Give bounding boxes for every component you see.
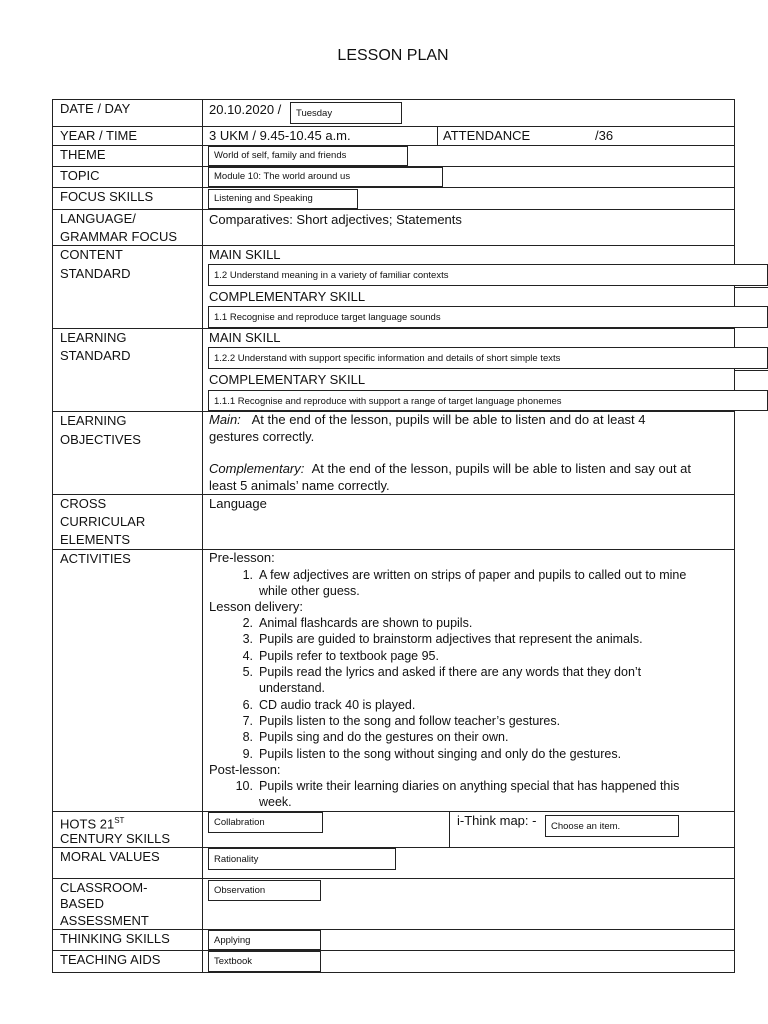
activity-text: CD audio track 40 is played. — [259, 698, 416, 712]
hots-label-2: CENTURY SKILLS — [60, 831, 171, 846]
objectives-main-label: Main: — [209, 412, 241, 427]
content-standard-label-1: CONTENT — [60, 247, 123, 262]
language-label-1: LANGUAGE/ — [60, 211, 136, 226]
content-comp-field[interactable]: 1.1 Recognise and reproduce target language sounds — [208, 306, 768, 328]
content-main-heading: MAIN SKILL — [209, 247, 281, 262]
assessment-label-2: BASED — [60, 896, 105, 911]
objectives-label-1: LEARNING — [60, 413, 127, 428]
focus-field[interactable]: Listening and Speaking — [208, 189, 358, 209]
objectives-comp-text-2: least 5 animals’ name correctly. — [209, 478, 390, 493]
aids-label: TEACHING AIDS — [60, 952, 161, 967]
activity-text: Pupils refer to textbook page 95. — [259, 649, 439, 663]
activity-number: 4. — [242, 649, 253, 663]
delivery-heading: Lesson delivery: — [209, 599, 303, 614]
moral-field[interactable]: Rationality — [208, 848, 396, 870]
topic-label: TOPIC — [60, 168, 100, 183]
learning-main-heading: MAIN SKILL — [209, 330, 281, 345]
activity-number: 8. — [242, 730, 253, 744]
activity-text: Animal flashcards are shown to pupils. — [259, 616, 473, 630]
day-dropdown[interactable]: Tuesday — [290, 102, 402, 124]
objectives-main-text-1: At the end of the lesson, pupils will be able to listen and do at least 4 — [251, 412, 646, 427]
date-label: DATE / DAY — [60, 101, 131, 116]
pre-lesson-heading: Pre-lesson: — [209, 550, 275, 565]
activities-label: ACTIVITIES — [60, 551, 131, 566]
content-main-field[interactable]: 1.2 Understand meaning in a variety of familiar contexts — [208, 264, 768, 286]
activity-text-cont: while other guess. — [259, 584, 360, 598]
assessment-label-1: CLASSROOM- — [60, 880, 148, 895]
objectives-comp-label: Complementary: — [209, 461, 305, 476]
activity-number: 3. — [242, 632, 253, 646]
cross-value: Language — [209, 496, 267, 511]
activity-text: Pupils listen to the song without singing and only do the gestures. — [259, 747, 622, 761]
ithink-label: i-Think map: - — [457, 813, 537, 828]
cross-label-2: CURRICULAR — [60, 514, 146, 529]
activity-text: Pupils are guided to brainstorm adjectives that represent the animals. — [259, 632, 643, 646]
topic-field[interactable]: Module 10: The world around us — [208, 167, 443, 187]
activity-text: Pupils sing and do the gestures on their own. — [259, 730, 509, 744]
moral-label: MORAL VALUES — [60, 849, 160, 864]
learning-main-field[interactable]: 1.2.2 Understand with support specific information and details of short simple texts — [208, 347, 768, 369]
focus-label: FOCUS SKILLS — [60, 189, 154, 204]
activity-number: 10. — [235, 779, 253, 793]
post-lesson-heading: Post-lesson: — [209, 762, 281, 777]
date-value: 20.10.2020 / — [209, 102, 282, 117]
aids-field[interactable]: Textbook — [208, 951, 321, 972]
activity-number: 7. — [242, 714, 253, 728]
year-label: YEAR / TIME — [60, 128, 138, 143]
activity-number: 6. — [242, 698, 253, 712]
assessment-label-3: ASSESSMENT — [60, 913, 149, 928]
language-label-2: GRAMMAR FOCUS — [60, 229, 177, 244]
hots-label-sup: ST — [114, 816, 125, 825]
language-value: Comparatives: Short adjectives; Statements — [209, 212, 462, 227]
activity-text: A few adjectives are written on strips of paper and pupils to called out to mine — [259, 568, 687, 582]
thinking-label: THINKING SKILLS — [60, 931, 170, 946]
theme-label: THEME — [60, 147, 106, 162]
assessment-field[interactable]: Observation — [208, 880, 321, 901]
learning-standard-label-1: LEARNING — [60, 330, 127, 345]
cell-edge — [734, 287, 768, 288]
objectives-label-2: OBJECTIVES — [60, 432, 141, 447]
activity-text: Pupils write their learning diaries on anything special that has happened this — [259, 779, 680, 793]
content-comp-heading: COMPLEMENTARY SKILL — [209, 289, 366, 304]
learning-standard-label-2: STANDARD — [60, 348, 131, 363]
objectives-main-text-2: gestures correctly. — [209, 429, 315, 444]
ithink-dropdown[interactable]: Choose an item. — [545, 815, 679, 837]
page-title: LESSON PLAN — [337, 47, 449, 64]
activity-text: Pupils read the lyrics and asked if there are any words that they don’t — [259, 665, 642, 679]
hots-label-1: HOTS 21 — [60, 816, 115, 832]
hots-field[interactable]: Collabration — [208, 812, 323, 833]
cross-label-1: CROSS — [60, 496, 107, 511]
attendance-label: ATTENDANCE — [443, 128, 531, 143]
objectives-comp-text-1: At the end of the lesson, pupils will be able to listen and say out at — [311, 461, 692, 476]
thinking-field[interactable]: Applying — [208, 930, 321, 950]
learning-comp-field[interactable]: 1.1.1 Recognise and reproduce with support a range of target language phonemes — [208, 390, 768, 411]
theme-field[interactable]: World of self, family and friends — [208, 146, 408, 166]
activity-text-cont: understand. — [259, 681, 326, 695]
cross-label-3: ELEMENTS — [60, 532, 131, 547]
activity-number: 9. — [242, 747, 253, 761]
content-standard-label-2: STANDARD — [60, 266, 131, 281]
activity-text-cont: week. — [259, 795, 292, 809]
attendance-value: /36 — [595, 128, 614, 143]
year-value: 3 UKM / 9.45-10.45 a.m. — [209, 128, 351, 143]
activity-number: 2. — [242, 616, 253, 630]
activity-text: Pupils listen to the song and follow teacher’s gestures. — [259, 714, 561, 728]
activity-number: 5. — [242, 665, 253, 679]
learning-comp-heading: COMPLEMENTARY SKILL — [209, 372, 366, 387]
activity-number: 1. — [242, 568, 253, 582]
cell-edge — [734, 370, 768, 371]
